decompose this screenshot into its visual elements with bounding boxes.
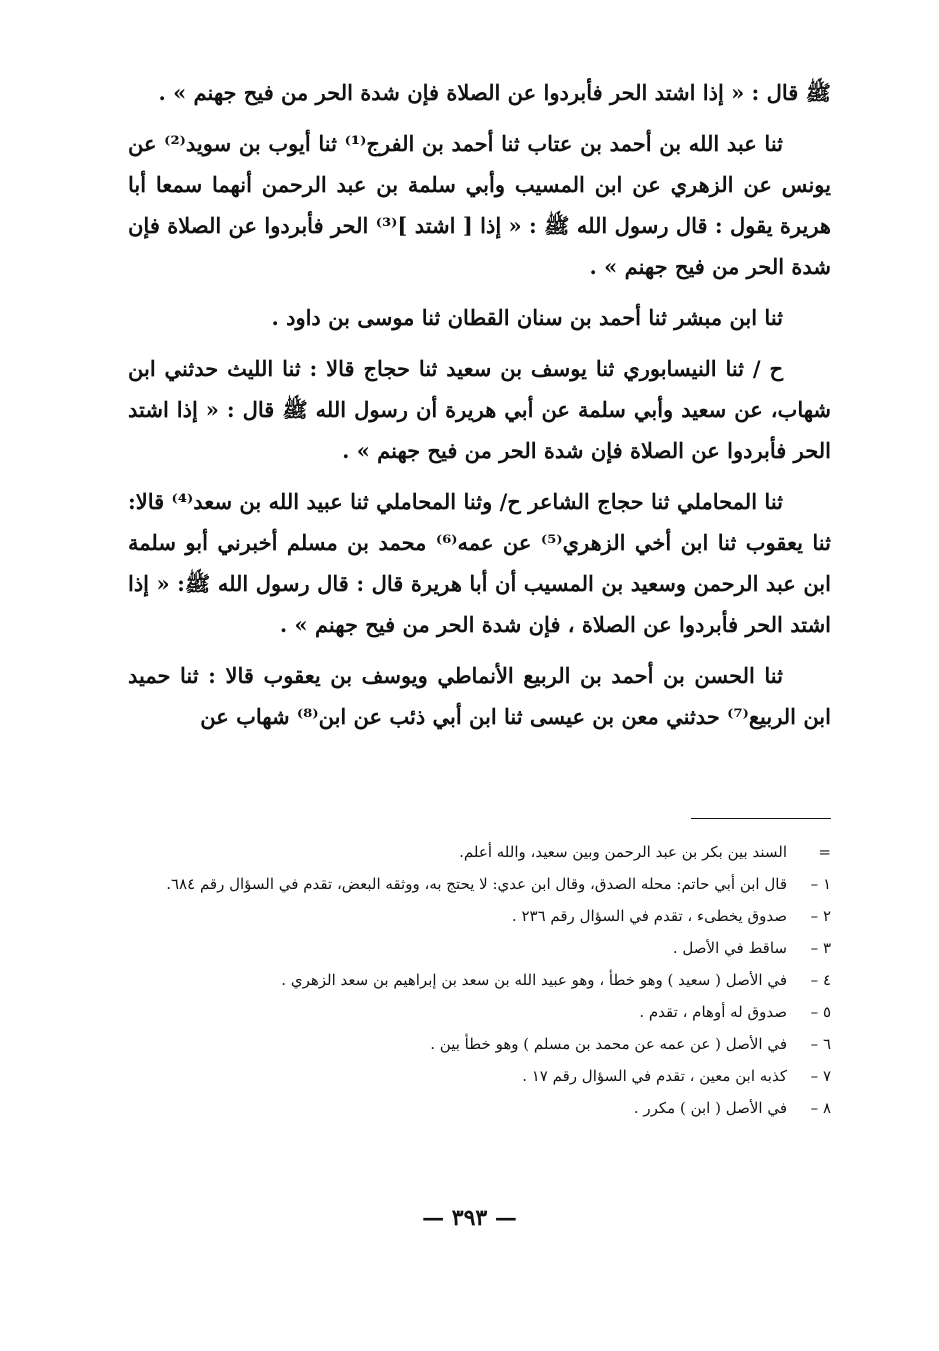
paragraph-4: ح / ثنا النيسابوري ثنا يوسف بن سعيد ثنا حجاج قالا : ثنا الليث حدثني ابن شهاب، عن سعيد وأبي سلمة عن أبي هريرة أن رسول الله ﷺ قال : « إذا اشتد الحر فأبردوا عن الصلاة فإن شدة الحر من فيح جهنم » . <box>128 356 831 463</box>
footnote-separator <box>691 818 831 819</box>
main-text <box>128 72 831 747</box>
footnote-text: في الأصل ( عن عمه عن محمد بن مسلم ) وهو خطأ بين . <box>430 1035 787 1053</box>
footnote-1 <box>128 868 831 900</box>
footnote-text: في الأصل ( ابن ) مكرر . <box>633 1099 787 1117</box>
paragraph-5: ثنا المحاملي ثنا حجاج الشاعر ح/ وثنا المحاملي ثنا عبيد الله بن سعد⁽⁴⁾ قالا: ثنا يعقوب ثنا ابن أخي الزهري⁽⁵⁾ عن عمه⁽⁶⁾ محمد بن مسلم أخبرني أبو سلمة ابن عبد الرحمن وسعيد بن المسيب أن أبا هريرة قال : قال رسول الله ﷺ: « إذا اشتد الحر فأبردوا عن الصلاة ، فإن شدة الحر من فيح جهنم » . <box>128 489 831 637</box>
footnote-number: ٣ – <box>810 939 831 957</box>
footnote-text: قال ابن أبي حاتم: محله الصدق، وقال ابن عدي: لا يحتج به، ووثقه البعض، تقدم في السؤال رقم ٦٨٤. <box>166 875 787 893</box>
footnotes <box>128 836 831 1124</box>
footnote-text: صدوق له أوهام ، تقدم . <box>639 1003 787 1021</box>
footnote-number: ١ – <box>810 875 831 893</box>
footnote-number: ٨ – <box>810 1099 831 1117</box>
footnote-number: = <box>818 843 831 861</box>
footnote-number: ٤ – <box>810 971 831 989</box>
footnote-2 <box>128 900 831 932</box>
footnote-3 <box>128 932 831 964</box>
page-number: — ٣٩٣ — <box>422 1205 517 1231</box>
footnote-text: كذبه ابن معين ، تقدم في السؤال رقم ١٧ . <box>522 1067 787 1085</box>
footnote-text: صدوق يخطىء ، تقدم في السؤال رقم ٢٣٦ . <box>511 907 787 925</box>
footnote-text: السند بين بكر بن عبد الرحمن وبين سعيد، والله أعلم. <box>459 843 787 861</box>
footnote-number: ٥ – <box>810 1003 831 1021</box>
paragraph-2: ثنا عبد الله بن أحمد بن عتاب ثنا أحمد بن الفرج⁽¹⁾ ثنا أيوب بن سويد⁽²⁾ عن يونس عن الزهري عن ابن المسيب وأبي سلمة بن عبد الرحمن أنهما سمعا أبا هريرة يقول : قال رسول الله ﷺ : « إذا [ اشتد ]⁽³⁾ الحر فأبردوا عن الصلاة فإن شدة الحر من فيح جهنم » . <box>128 131 831 279</box>
footnote-text: ساقط في الأصل . <box>672 939 787 957</box>
footnote-6 <box>128 1028 831 1060</box>
footnote-text: في الأصل ( سعيد ) وهو خطأ ، وهو عبيد الله بن سعد بن إبراهيم بن سعد الزهري . <box>281 971 787 989</box>
paragraph-3: ثنا ابن مبشر ثنا أحمد بن سنان القطان ثنا موسى بن داود . <box>271 305 783 330</box>
footnote-7 <box>128 1060 831 1092</box>
footnote-4 <box>128 964 831 996</box>
footnote-number: ٢ – <box>810 907 831 925</box>
footnote-5 <box>128 996 831 1028</box>
footnote-number: ٧ – <box>810 1067 831 1085</box>
footnote-continuation <box>128 836 831 868</box>
paragraph-1: ﷺ قال : « إذا اشتد الحر فأبردوا عن الصلاة فإن شدة الحر من فيح جهنم » . <box>158 80 831 105</box>
footnote-8 <box>128 1092 831 1124</box>
paragraph-6: ثنا الحسن بن أحمد بن الربيع الأنماطي ويوسف بن يعقوب قالا : ثنا حميد ابن الربيع⁽⁷⁾ حدثني معن بن عيسى ثنا ابن أبي ذئب عن ابن⁽⁸⁾ شهاب عن <box>128 663 831 729</box>
footnote-number: ٦ – <box>810 1035 831 1053</box>
